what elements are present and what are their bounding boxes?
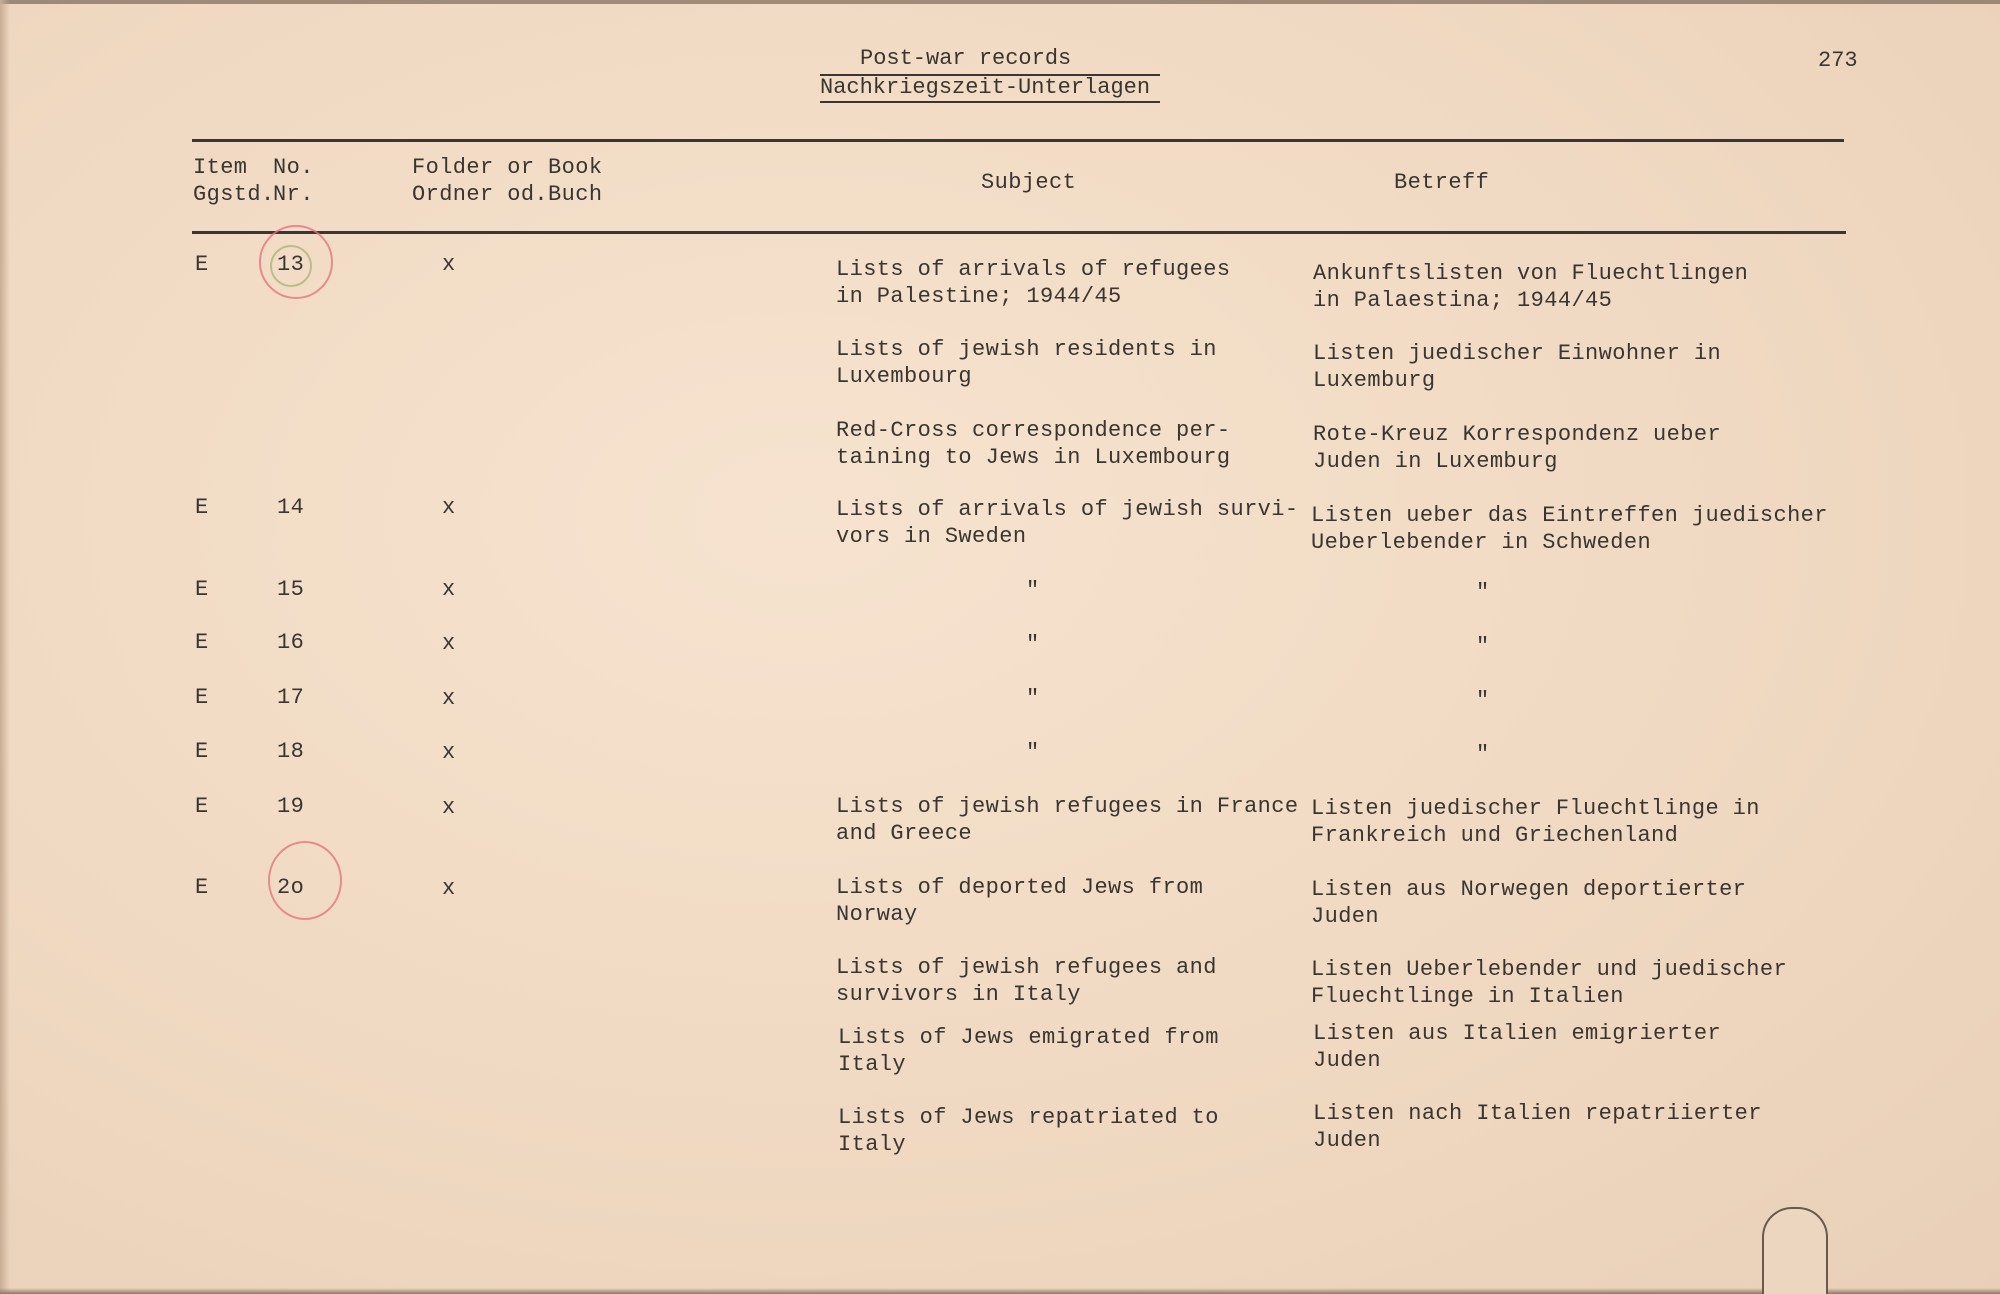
row-18-item: E	[195, 739, 209, 764]
row-18-no: 18	[277, 739, 305, 764]
col-header-no-de: Nr.	[273, 182, 314, 207]
row-15-folder: x	[442, 577, 456, 602]
row-19-no: 19	[277, 794, 305, 819]
row-19-item: E	[195, 794, 209, 819]
row-16-subject-ditto: "	[1026, 632, 1040, 657]
row-18-subject-ditto: "	[1026, 740, 1040, 765]
row-17-betreff-ditto: "	[1476, 688, 1490, 713]
row-17-subject-ditto: "	[1026, 686, 1040, 711]
row-20d-subject: Lists of Jews repatriated to Italy	[838, 1105, 1219, 1157]
row-16-betreff-ditto: "	[1476, 634, 1490, 659]
row-14-folder: x	[442, 495, 456, 520]
row-16-folder: x	[442, 631, 456, 656]
col-header-item-de: Ggstd.	[193, 182, 275, 207]
col-header-item: Item	[193, 155, 248, 180]
row-13c-subject: Red-Cross correspondence per- taining to Jews in Luxembourg	[836, 418, 1231, 470]
row-16-item: E	[195, 630, 209, 655]
row-20-betreff: Listen aus Norwegen deportierter Juden	[1311, 877, 1747, 929]
row-20c-subject: Lists of Jews emigrated from Italy	[838, 1025, 1219, 1077]
row-13-subject: Lists of arrivals of refugees in Palestine; 1944/45	[836, 257, 1231, 309]
table-header-rule	[192, 231, 1846, 234]
row-20c-betreff: Listen aus Italien emigrierter Juden	[1313, 1021, 1722, 1073]
row-13-folder: x	[442, 252, 456, 277]
row-20-item: E	[195, 875, 209, 900]
title-german: Nachkriegszeit-Unterlagen	[820, 75, 1151, 100]
row-15-betreff-ditto: "	[1476, 580, 1490, 605]
row-17-folder: x	[442, 686, 456, 711]
row-13-item: E	[195, 252, 209, 277]
row-20-subject: Lists of deported Jews from Norway	[836, 875, 1204, 927]
row-13c-betreff: Rote-Kreuz Korrespondenz ueber Juden in Luxemburg	[1313, 422, 1722, 474]
row-19-subject: Lists of jewish refugees in France and Greece	[836, 794, 1299, 846]
row-19-folder: x	[442, 795, 456, 820]
row-15-subject-ditto: "	[1026, 578, 1040, 603]
row-19-betreff: Listen juedischer Fluechtlinge in Frankreich und Griechenland	[1311, 796, 1760, 848]
row-14-no: 14	[277, 495, 305, 520]
row-15-no: 15	[277, 577, 305, 602]
row-18-folder: x	[442, 740, 456, 765]
row-20-folder: x	[442, 876, 456, 901]
row-15-item: E	[195, 577, 209, 602]
binder-tab	[1762, 1207, 1828, 1294]
title-english: Post-war records	[860, 46, 1072, 71]
row-17-item: E	[195, 685, 209, 710]
row-14-item: E	[195, 495, 209, 520]
row-13-no: 13	[277, 252, 305, 277]
row-20b-betreff: Listen Ueberlebender und juedischer Fluechtlinge in Italien	[1311, 957, 1788, 1009]
row-20-no: 2o	[277, 875, 305, 900]
row-13b-subject: Lists of jewish residents in Luxembourg	[836, 337, 1217, 389]
row-13b-betreff: Listen juedischer Einwohner in Luxemburg	[1313, 341, 1722, 393]
row-18-betreff-ditto: "	[1476, 742, 1490, 767]
col-header-folder: Folder or Book	[412, 155, 603, 180]
row-20d-betreff: Listen nach Italien repatriierter Juden	[1313, 1101, 1762, 1153]
row-16-no: 16	[277, 630, 305, 655]
title-underline-2	[820, 101, 1160, 103]
page-number: 273	[1818, 48, 1858, 73]
col-header-subject: Subject	[981, 170, 1077, 195]
row-20b-subject: Lists of jewish refugees and survivors in Italy	[836, 955, 1217, 1007]
row-14-subject: Lists of arrivals of jewish survi- vors in Sweden	[836, 497, 1299, 549]
page-bottom-edge	[0, 1288, 2000, 1294]
page-top-edge	[0, 0, 2000, 4]
col-header-folder-de: Ordner od.Buch	[412, 182, 603, 207]
page-left-edge	[0, 0, 10, 1294]
row-14-betreff: Listen ueber das Eintreffen juedischer Ueberlebender in Schweden	[1311, 503, 1828, 555]
row-17-no: 17	[277, 685, 305, 710]
table-top-rule	[192, 139, 1844, 142]
row-13-betreff: Ankunftslisten von Fluechtlingen in Palaestina; 1944/45	[1313, 261, 1749, 313]
col-header-betreff: Betreff	[1394, 170, 1490, 195]
col-header-no: No.	[273, 155, 314, 180]
